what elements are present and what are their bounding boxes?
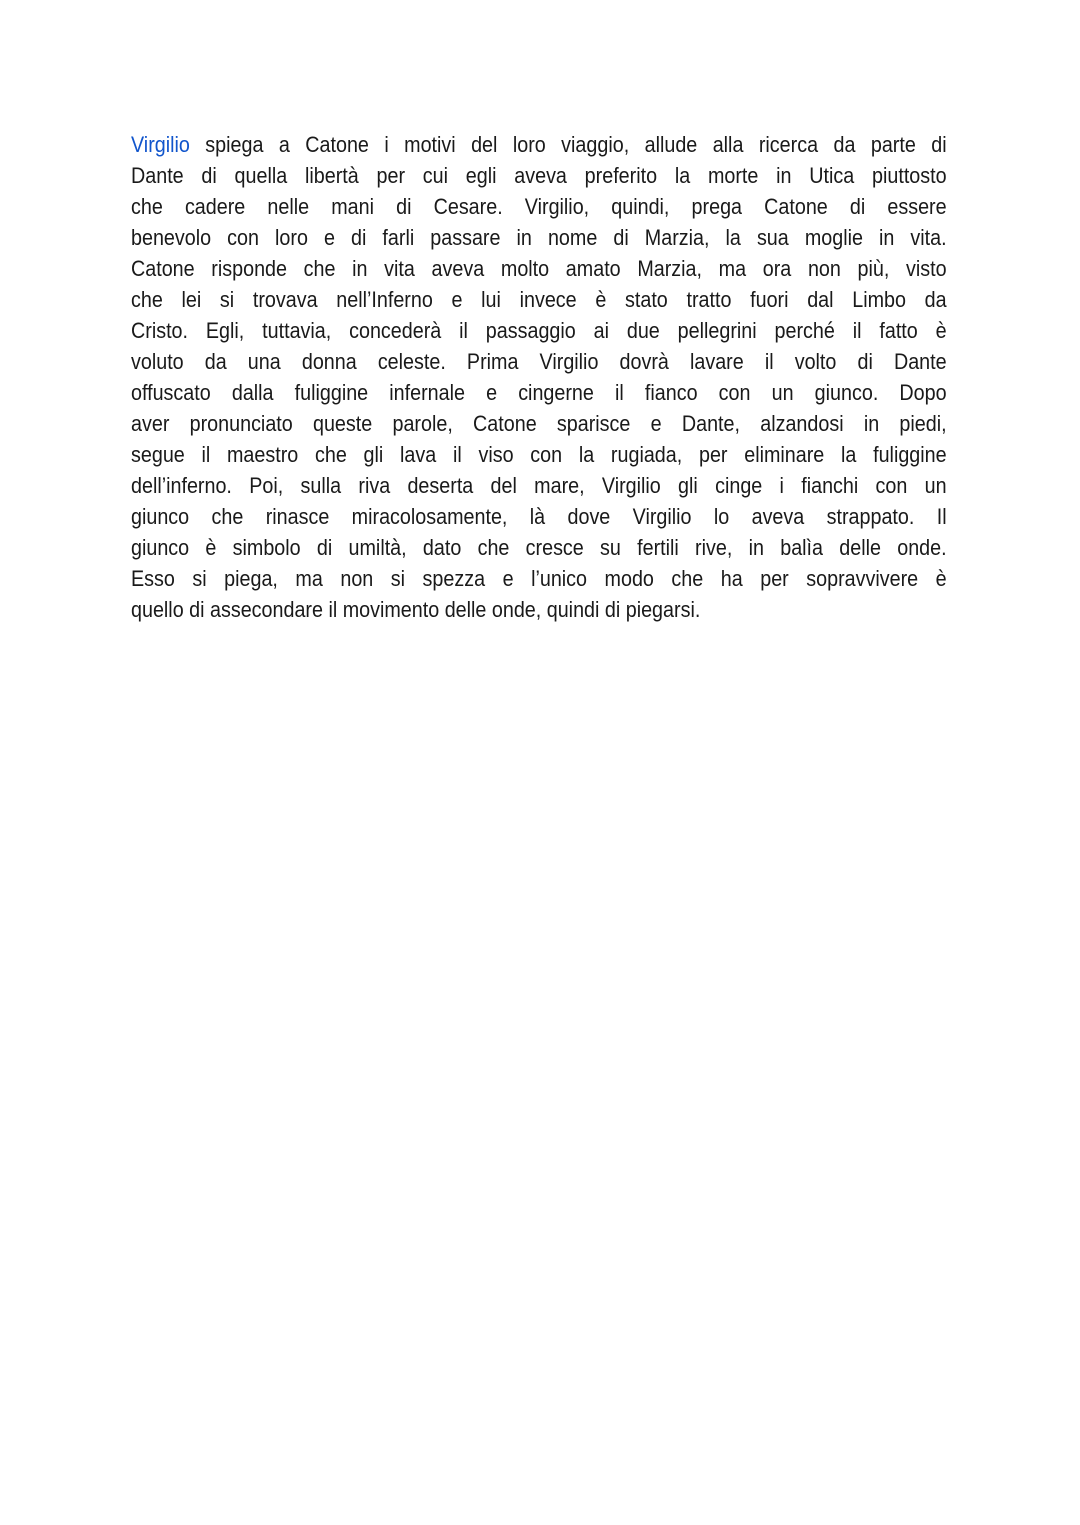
- paragraph-line: Catone risponde che in vita aveva molto amato Marzia, ma ora non più, visto: [131, 256, 947, 281]
- paragraph-line: che lei si trovava nell’Inferno e lui invece è stato tratto fuori dal Limbo da: [131, 287, 947, 312]
- paragraph-line: segue il maestro che gli lava il viso con la rugiada, per eliminare la fuliggine: [131, 442, 947, 467]
- paragraph-line: voluto da una donna celeste. Prima Virgilio dovrà lavare il volto di Dante: [131, 349, 947, 374]
- paragraph-line: offuscato dalla fuliggine infernale e cingerne il fianco con un giunco. Dopo: [131, 380, 947, 405]
- paragraph-line: benevolo con loro e di farli passare in nome di Marzia, la sua moglie in vita.: [131, 225, 947, 250]
- document-page: [131, 129, 947, 625]
- paragraph-line: Esso si piega, ma non si spezza e l’unico modo che ha per sopravvivere è: [131, 566, 947, 591]
- virgilio-link[interactable]: Virgilio: [131, 132, 190, 157]
- paragraph-line: Cristo. Egli, tuttavia, concederà il passaggio ai due pellegrini perché il fatto è: [131, 318, 947, 343]
- line-text: spiega a Catone i motivi del loro viaggio, allude alla ricerca da parte di: [189, 132, 947, 157]
- paragraph-line: che cadere nelle mani di Cesare. Virgilio, quindi, prega Catone di essere: [131, 194, 947, 219]
- paragraph-line: dell’inferno. Poi, sulla riva deserta del mare, Virgilio gli cinge i fianchi con un: [131, 473, 947, 498]
- paragraph-line: quello di assecondare il movimento delle onde, quindi di piegarsi.: [131, 597, 701, 622]
- paragraph-line: giunco che rinasce miracolosamente, là dove Virgilio lo aveva strappato. Il: [131, 504, 947, 529]
- paragraph-line: Dante di quella libertà per cui egli aveva preferito la morte in Utica piuttosto: [131, 163, 947, 188]
- paragraph-line: giunco è simbolo di umiltà, dato che cresce su fertili rive, in balìa delle onde.: [131, 535, 947, 560]
- paragraph-line: [131, 129, 947, 160]
- paragraph-line: aver pronunciato queste parole, Catone sparisce e Dante, alzandosi in piedi,: [131, 411, 947, 436]
